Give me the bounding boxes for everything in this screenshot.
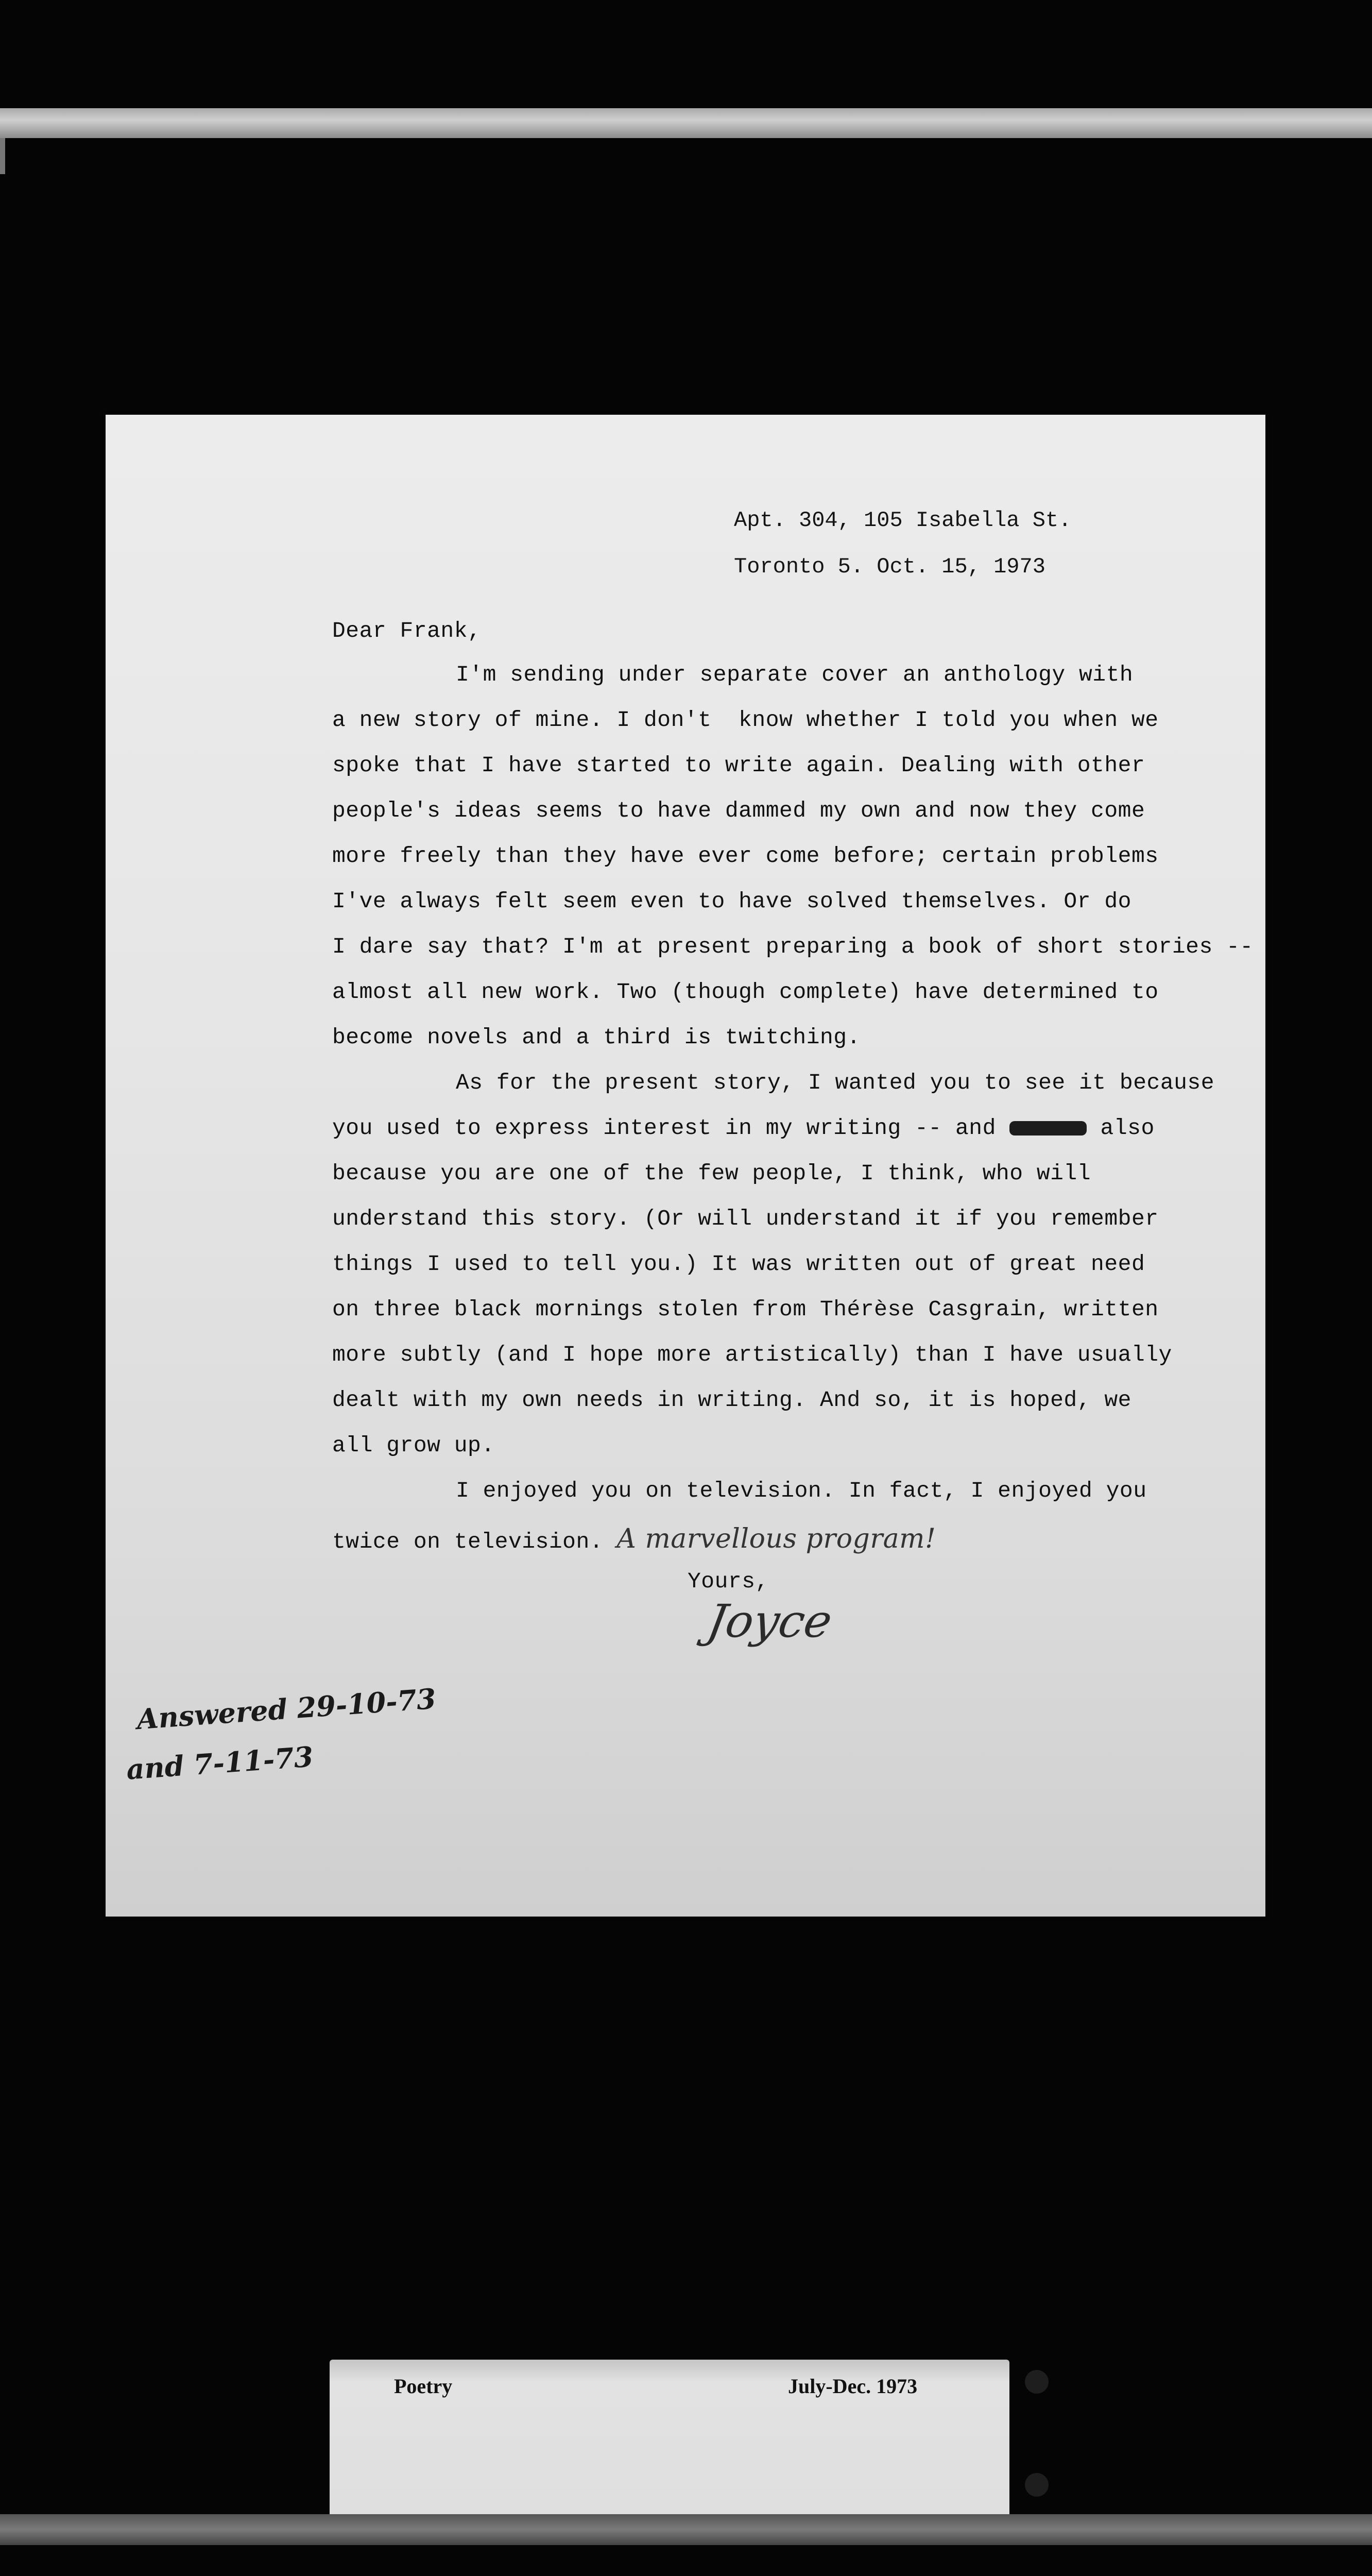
answered-annotation: Answered 29-10-73 bbox=[135, 1682, 437, 1736]
film-top-strip bbox=[0, 108, 1372, 138]
body-line bbox=[332, 1523, 936, 1554]
body-line: I dare say that? I'm at present preparing a book of short stories -- bbox=[332, 934, 1254, 959]
body-line-part: twice on television. bbox=[332, 1529, 604, 1554]
body-line: people's ideas seems to have dammed my own and now they come bbox=[332, 798, 1145, 823]
body-line: more subtly (and I hope more artistically) than I have usually bbox=[332, 1342, 1172, 1367]
body-line: a new story of mine. I don't know whether I told you when we bbox=[332, 707, 1159, 733]
body-line: I enjoyed you on television. In fact, I enjoyed you bbox=[456, 1478, 1147, 1503]
body-line: I've always felt seem even to have solved themselves. Or do bbox=[332, 889, 1131, 914]
redaction-mark bbox=[1009, 1121, 1087, 1136]
body-line bbox=[332, 1115, 1155, 1141]
letter-page bbox=[106, 415, 1265, 1917]
body-line: because you are one of the few people, I think, who will bbox=[332, 1161, 1091, 1186]
label-category: Poetry bbox=[394, 2375, 453, 2398]
body-line: more freely than they have ever come before; certain problems bbox=[332, 843, 1159, 869]
body-line-part: you used to express interest in my writing -- and bbox=[332, 1115, 996, 1141]
film-left-edge bbox=[0, 138, 5, 174]
body-line: on three black mornings stolen from Thérèse Casgrain, written bbox=[332, 1297, 1159, 1322]
body-line: dealt with my own needs in writing. And so, it is hoped, we bbox=[332, 1387, 1131, 1413]
closing: Yours, bbox=[688, 1569, 769, 1594]
address-line-2: Toronto 5. Oct. 15, 1973 bbox=[734, 554, 1045, 579]
body-line: become novels and a third is twitching. bbox=[332, 1025, 861, 1050]
punch-hole bbox=[1025, 2473, 1049, 2497]
return-address bbox=[734, 497, 1071, 590]
body-line: almost all new work. Two (though complete) have determined to bbox=[332, 979, 1159, 1005]
body-line: understand this story. (Or will understand it if you remember bbox=[332, 1206, 1159, 1231]
punch-hole bbox=[1025, 2370, 1049, 2394]
salutation: Dear Frank, bbox=[332, 618, 482, 643]
address-line-1: Apt. 304, 105 Isabella St. bbox=[734, 508, 1072, 533]
body-line: I'm sending under separate cover an anthology with bbox=[456, 662, 1134, 687]
film-bottom-strip bbox=[0, 2514, 1372, 2545]
body-line: things I used to tell you.) It was written out of great need bbox=[332, 1251, 1145, 1277]
body-line: As for the present story, I wanted you to see it because bbox=[456, 1070, 1215, 1095]
body-line-part: also bbox=[1100, 1115, 1155, 1141]
second-answer-annotation: and 7-11-73 bbox=[125, 1740, 315, 1786]
label-date-range: July-Dec. 1973 bbox=[788, 2375, 918, 2398]
signature: Joyce bbox=[703, 1595, 836, 1648]
body-line: spoke that I have started to write again. Dealing with other bbox=[332, 753, 1145, 778]
handwritten-note: A marvellous program! bbox=[616, 1523, 936, 1554]
body-line: all grow up. bbox=[332, 1433, 495, 1458]
